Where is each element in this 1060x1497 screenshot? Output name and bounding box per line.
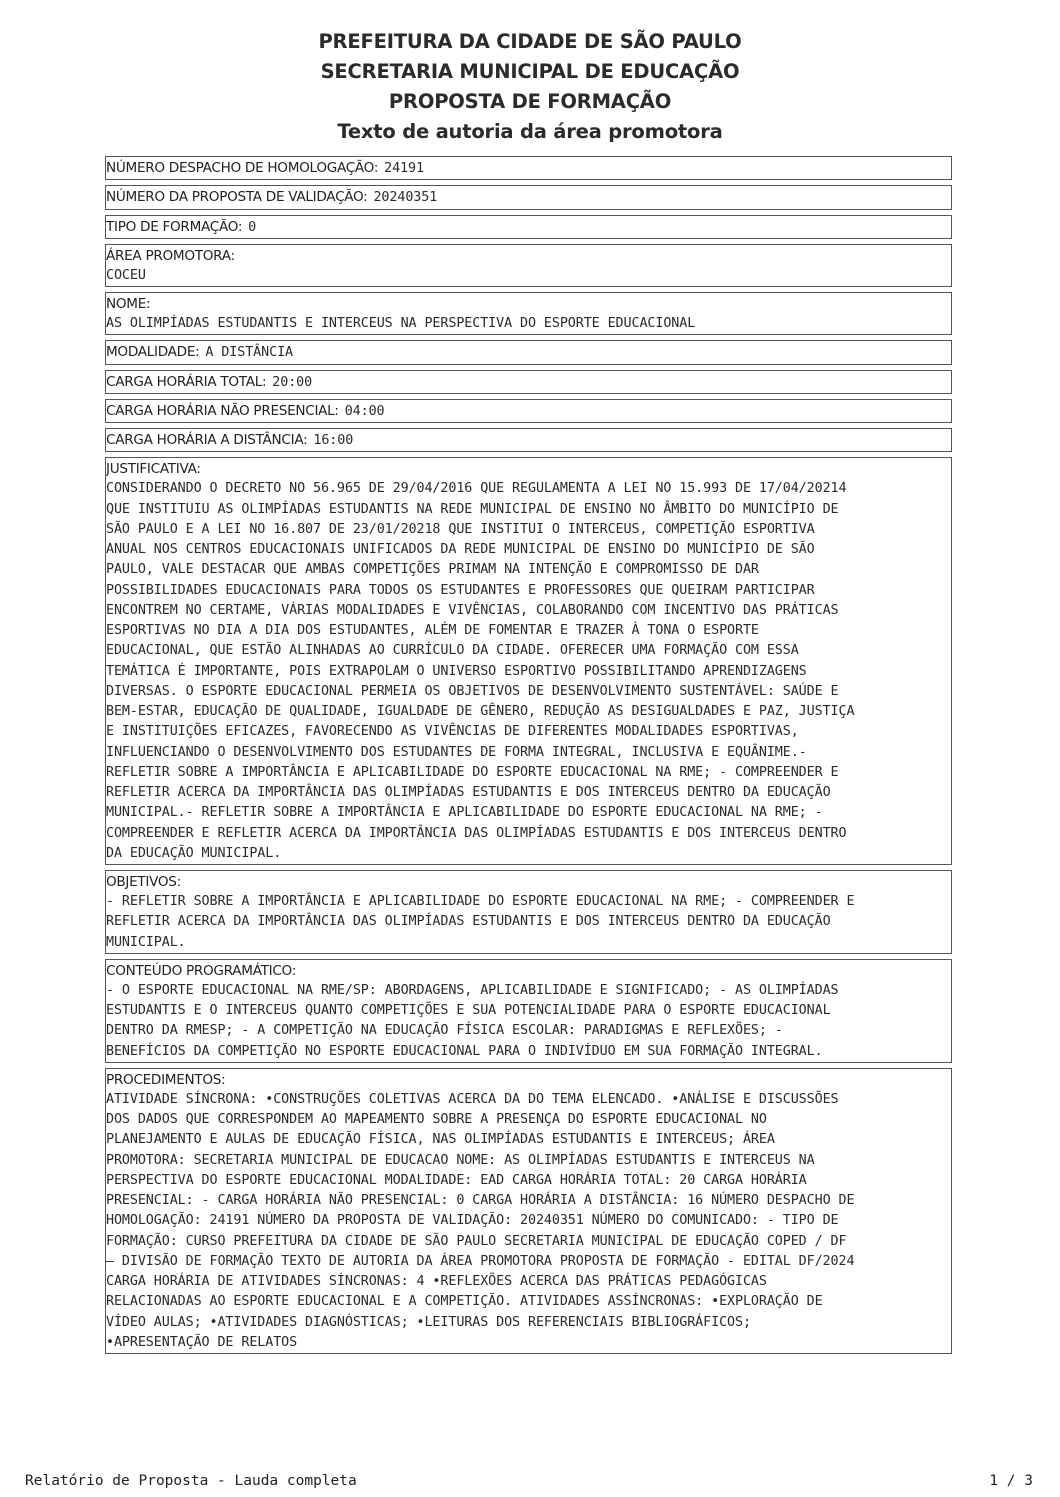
- field-label: PROCEDIMENTOS:: [106, 1071, 226, 1088]
- field-tipo: [105, 215, 952, 239]
- field-label: NÚMERO DESPACHO DE HOMOLOGAÇÃO:: [106, 160, 379, 176]
- field-area-promotora: [105, 244, 952, 287]
- field-label: MODALIDADE:: [106, 344, 200, 361]
- field-nome: [105, 292, 952, 335]
- field-carga-nao-presencial: [105, 399, 952, 423]
- header-subtitle: Texto de autoria da área promotora: [337, 120, 723, 143]
- field-label: CARGA HORÁRIA TOTAL:: [106, 373, 267, 390]
- field-value: 04:00: [344, 403, 385, 419]
- field-value: AS OLIMPÍADAS ESTUDANTIS E INTERCEUS NA PERSPECTIVA DO ESPORTE EDUCACIONAL: [106, 316, 696, 331]
- field-label: OBJETIVOS:: [106, 874, 181, 890]
- footer-report-title: Relatório de Proposta - Lauda completa: [25, 1473, 357, 1489]
- field-modalidade: [105, 340, 952, 364]
- field-carga-total: [105, 370, 952, 394]
- field-label: CARGA HORÁRIA NÃO PRESENCIAL:: [106, 402, 339, 419]
- field-procedimentos: [105, 1068, 952, 1354]
- field-value: COCEU: [106, 267, 146, 283]
- document-header: [0, 27, 1060, 147]
- field-carga-distancia: [105, 428, 952, 452]
- field-label: NOME:: [106, 296, 151, 312]
- field-value: - REFLETIR SOBRE A IMPORTÂNCIA E APLICABILIDADE DO ESPORTE EDUCACIONAL NA RME; - COMPREENDER E REFLETIR ACERCA DA IMPORTÂNCIA DAS OLIMPÍADAS ESTUDANTIS E DOS INTERCEUS DENTRO DA EDUCAÇÃO MUNICIPAL.: [106, 894, 855, 950]
- field-despacho: [105, 156, 952, 180]
- field-value: 20:00: [272, 374, 313, 390]
- header-line-secretaria: SECRETARIA MUNICIPAL DE EDUCAÇÃO: [320, 60, 740, 83]
- field-label: NÚMERO DA PROPOSTA DE VALIDAÇÃO:: [106, 189, 368, 206]
- header-line-proposta: PROPOSTA DE FORMAÇÃO: [388, 90, 672, 113]
- field-value: - O ESPORTE EDUCACIONAL NA RME/SP: ABORDAGENS, APLICABILIDADE E SIGNIFICADO; - AS OLIMPÍADAS ESTUDANTIS E O INTERCEUS QUANTO COMPETIÇÕES E SUA POTENCIALIDADE PARA O ESPORTE EDUCACIONAL DENTRO DA RMESP; - A COMPETIÇÃO NA EDUCAÇÃO FÍSICA ESCOLAR: PARADIGMAS E REFLEXÕES; - BENEFÍCIOS DA COMPETIÇÃO NO ESPORTE EDUCACIONAL PARA O INDIVÍDUO EM SUA FORMAÇÃO INTEGRAL.: [106, 982, 839, 1059]
- page-number: 1 / 3: [989, 1473, 1033, 1489]
- field-value: 16:00: [313, 433, 354, 448]
- field-label: JUSTIFICATIVA:: [106, 461, 201, 478]
- field-justificativa: [105, 457, 952, 865]
- field-conteudo-programatico: [105, 959, 952, 1063]
- proposal-fields: [105, 156, 952, 1359]
- field-value: 20240351: [373, 190, 438, 206]
- field-label: TIPO DE FORMAÇÃO:: [106, 218, 243, 235]
- field-label: CONTEÚDO PROGRAMÁTICO:: [106, 962, 296, 979]
- field-value: A DISTÂNCIA: [205, 345, 293, 361]
- field-value: 24191: [384, 161, 424, 176]
- field-label: CARGA HORÁRIA A DISTÂNCIA:: [106, 432, 308, 448]
- field-value: 0: [248, 219, 257, 235]
- field-objetivos: [105, 870, 952, 954]
- field-label: ÁREA PROMOTORA:: [106, 247, 235, 264]
- field-value: CONSIDERANDO O DECRETO NO 56.965 DE 29/04/2016 QUE REGULAMENTA A LEI NO 15.993 DE 17/04/20214 QUE INSTITUIU AS OLIMPÍADAS ESTUDANTIS NA REDE MUNICIPAL DE ENSINO NO ÂMBITO DO MUNICÍPIO DE SÃO PAULO E A LEI NO 16.807 DE 23/01/20218 QUE INSTITUI O INTERCEUS, COMPETIÇÃO ESPORTIVA ANUAL NOS CENTROS EDUCACIONAIS UNIFICADOS DA REDE MUNICIPAL DE ENSINO DO MUNICÍPIO DE SÃO PAULO, VALE DESTACAR QUE AMBAS COMPETIÇÕES PRIMAM NA INTENÇÃO E COMPROMISSO DE DAR POSSIBILIDADES EDUCACIONAIS PARA TODOS OS ESTUDANTES E PROFESSORES QUE QUEIRAM PARTICIPAR ENCONTREM NO CERTAME, VÁRIAS MODALIDADES E VIVÊNCIAS, COLABORANDO COM INCENTIVO DAS PRÁTICAS ESPORTIVAS NO DIA A DIA DOS ESTUDANTES, ALÉM DE FOMENTAR E TRAZER À TONA O ESPORTE EDUCACIONAL, QUE ESTÃO ALINHADAS AO CURRÍCULO DA CIDADE. OFERECER UMA FORMAÇÃO COM ESSA TEMÁTICA É IMPORTANTE, POIS EXTRAPOLAM O UNIVERSO ESPORTIVO POSSIBILITANDO APRENDIZAGENS DIVERSAS. O ESPORTE EDUCACIONAL PERMEIA OS OBJETIVOS DE DESENVOLVIMENTO SUSTENTÁVEL: SAÚDE E BEM-ESTAR, EDUCAÇÃO DE QUALIDADE, IGUALDADE DE GÊNERO, REDUÇÃO AS DESIGUALDADES E PAZ, JUSTIÇA E INSTITUIÇÕES EFICAZES, FAVORECENDO AS VIVÊNCIAS DE DIFERENTES MODALIDADES ESPORTIVAS, INFLUENCIANDO O DESENVOLVIMENTO DOS ESTUDANTES DE FORMA INTEGRAL, INCLUSIVA E EQUÂNIME.- REFLETIR SOBRE A IMPORTÂNCIA E APLICABILIDADE DO ESPORTE EDUCACIONAL NA RME; - COMPREENDER E REFLETIR ACERCA DA IMPORTÂNCIA DAS OLIMPÍADAS ESTUDANTIS E DOS INTERCEUS DENTRO DA EDUCAÇÃO MUNICIPAL.- REFLETIR SOBRE A IMPORTÂNCIA E APLICABILIDADE DO ESPORTE EDUCACIONAL NA RME; - COMPREENDER E REFLETIR ACERCA DA IMPORTÂNCIA DAS OLIMPÍADAS ESTUDANTIS E DOS INTERCEUS DENTRO DA EDUCAÇÃO MUNICIPAL.: [106, 481, 855, 861]
- header-line-prefeitura: PREFEITURA DA CIDADE DE SÃO PAULO: [318, 30, 742, 53]
- field-value: ATIVIDADE SÍNCRONA: •CONSTRUÇÕES COLETIVAS ACERCA DA DO TEMA ELENCADO. •ANÁLISE E DISCUSSÕES DOS DADOS QUE CORRESPONDEM AO MAPEAMENTO SOBRE A PRESENÇA DO ESPORTE EDUCACIONAL NO PLANEJAMENTO E AULAS DE EDUCAÇÃO FÍSICA, NAS OLIMPÍADAS ESTUDANTIS E INTERCEUS; ÁREA PROMOTORA: SECRETARIA MUNICIPAL DE EDUCACAO NOME: AS OLIMPÍADAS ESTUDANTIS E INTERCEUS NA PERSPECTIVA DO ESPORTE EDUCACIONAL MODALIDADE: EAD CARGA HORÁRIA TOTAL: 20 CARGA HORÁRIA PRESENCIAL: - CARGA HORÁRIA NÃO PRESENCIAL: 0 CARGA HORÁRIA A DISTÂNCIA: 16 NÚMERO DESPACHO DE HOMOLOGAÇÃO: 24191 NÚMERO DA PROPOSTA DE VALIDAÇÃO: 20240351 NÚMERO DO COMUNICADO: - TIPO DE FORMAÇÃO: CURSO PREFEITURA DA CIDADE DE SÃO PAULO SECRETARIA MUNICIPAL DE EDUCAÇÃO COPED / DF – DIVISÃO DE FORMAÇÃO TEXTO DE AUTORIA DA ÁREA PROMOTORA PROPOSTA DE FORMAÇÃO - EDITAL DF/2024 CARGA HORÁRIA DE ATIVIDADES SÍNCRONAS: 4 •REFLEXÕES ACERCA DAS PRÁTICAS PEDAGÓGICAS RELACIONADAS AO ESPORTE EDUCACIONAL E A COMPETIÇÃO. ATIVIDADES ASSÍNCRONAS: •EXPLORAÇÃO DE VÍDEO AULAS; •ATIVIDADES DIAGNÓSTICAS; •LEITURAS DOS REFERENCIAIS BIBLIOGRÁFICOS; •APRESENTAÇÃO DE RELATOS: [106, 1091, 855, 1350]
- field-validacao: [105, 185, 952, 209]
